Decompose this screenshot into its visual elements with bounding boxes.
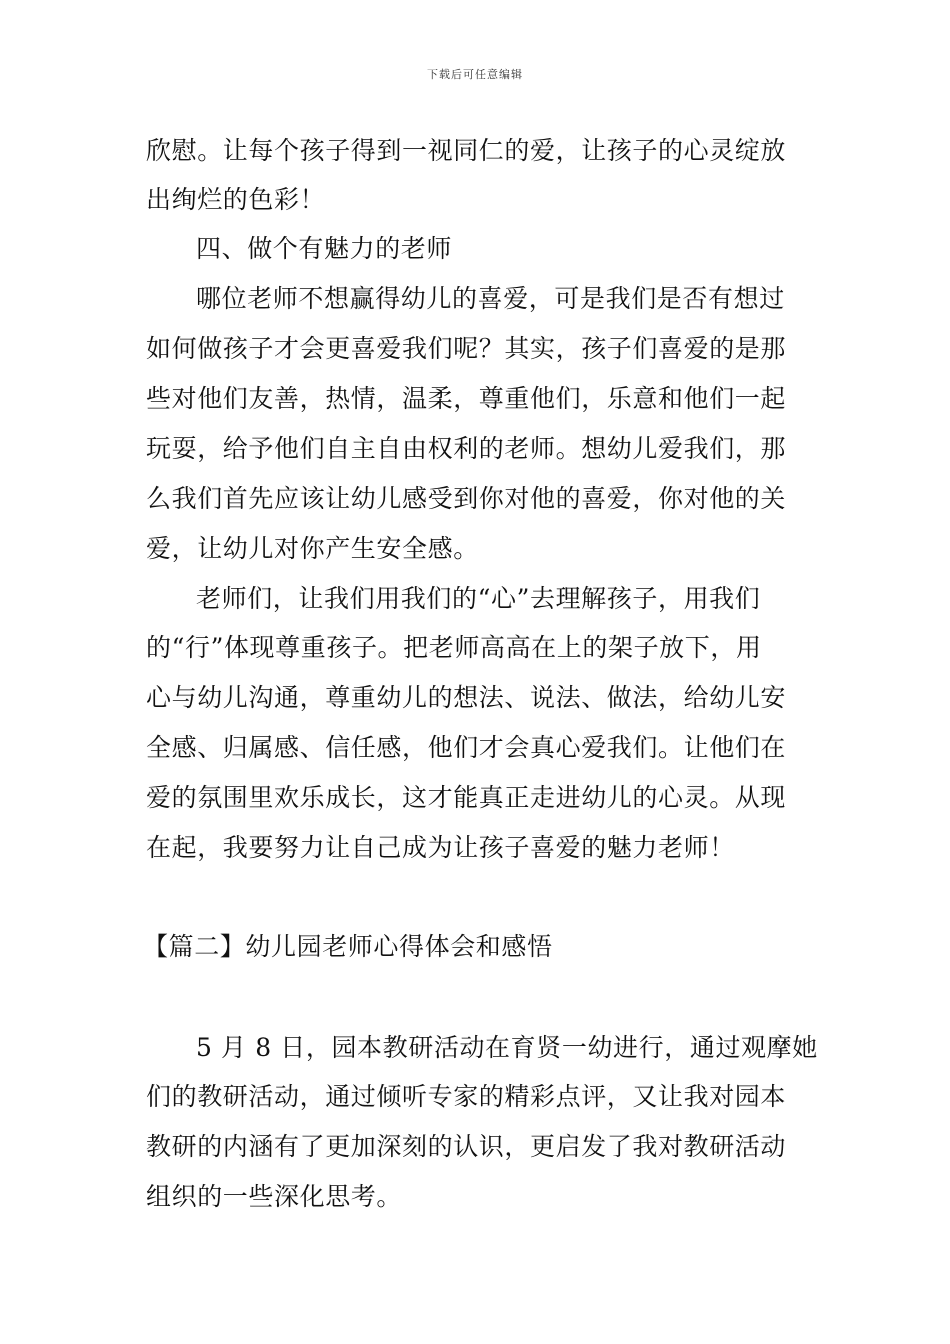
paragraph-line: 欣慰。让每个孩子得到一视同仁的爱，让孩子的心灵绽放 [146,136,787,165]
paragraph-line: 教研的内涵有了更加深刻的认识，更启发了我对教研活动 [146,1132,787,1161]
paragraph-line: 在起，我要努力让自己成为让孩子喜爱的魅力老师！ [146,833,735,862]
paragraph-line: 么我们首先应该让幼儿感受到你对他的喜爱，你对他的关 [146,484,787,513]
paragraph-line: 爱，让幼儿对你产生安全感。 [146,534,479,563]
paragraph-line: 5 月 8 日，园本教研活动在育贤一幼进行，通过观摩她 [196,1033,818,1062]
paragraph-line: 全感、归属感、信任感，他们才会真心爱我们。让他们在 [146,733,787,762]
page-header: 下载后可任意编辑 [427,68,523,81]
paragraph-line: 如何做孩子才会更喜爱我们呢？其实，孩子们喜爱的是那 [146,334,787,363]
paragraph-line: 老师们，让我们用我们的“心”去理解孩子，用我们 [196,584,761,613]
paragraph-line: 哪位老师不想赢得幼儿的喜爱，可是我们是否有想过 [196,284,785,313]
paragraph-line: 心与幼儿沟通，尊重幼儿的想法、说法、做法，给幼儿安 [146,683,787,712]
paragraph-line: 们的教研活动，通过倾听专家的精彩点评，又让我对园本 [146,1082,787,1111]
paragraph-line: 组织的一些深化思考。 [146,1182,403,1211]
paragraph-line: 些对他们友善，热情，温柔，尊重他们，乐意和他们一起 [146,384,787,413]
paragraph-line: 玩耍，给予他们自主自由权利的老师。想幼儿爱我们，那 [146,434,787,463]
paragraph-line: 的“行”体现尊重孩子。把老师高高在上的架子放下，用 [146,633,762,662]
paragraph-line: 出绚烂的色彩！ [146,185,326,214]
section-heading-line: 四、做个有魅力的老师 [196,234,453,263]
paragraph-line: 爱的氛围里欢乐成长，这才能真正走进幼儿的心灵。从现 [146,783,787,812]
article-heading: 【篇二】幼儿园老师心得体会和感悟 [143,932,553,961]
